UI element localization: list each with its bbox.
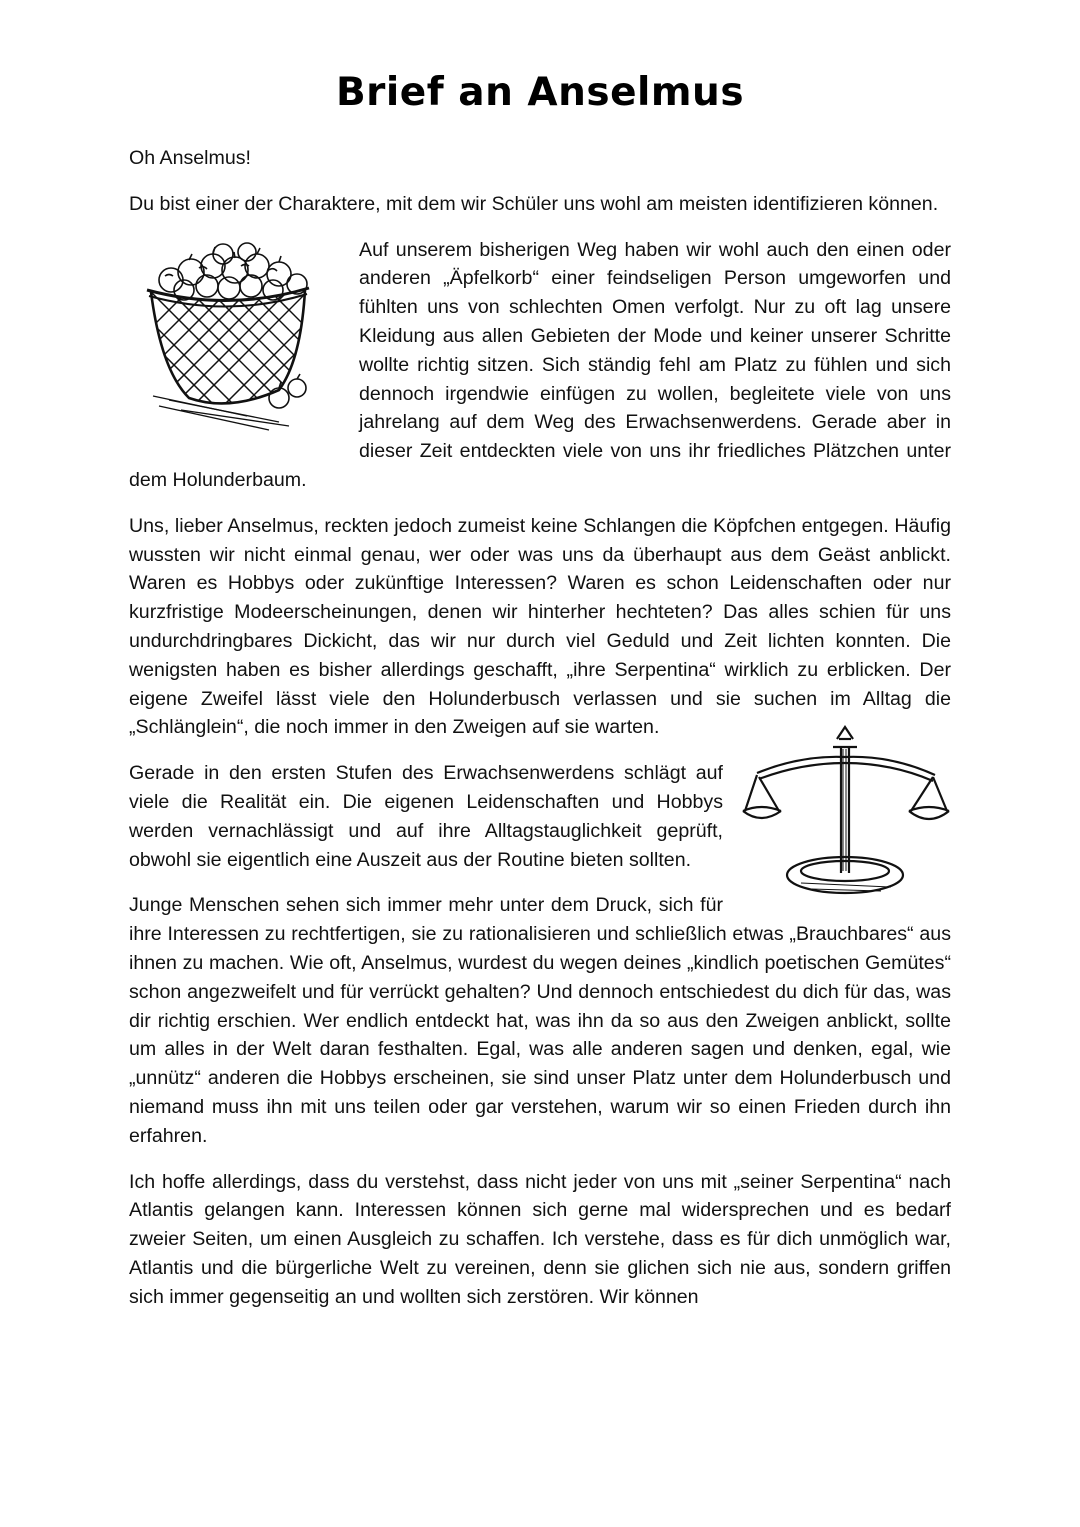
paragraph-6: Ich hoffe allerdings, dass du verstehst, dass nicht jeder von uns mit „seiner Serpentina“ nach Atlantis gelangen kann. Interessen können sich gerne mal widersprechen und es bedarf zweier Seiten, um einen Ausgleich zu schaffen. Ich verstehe, dass es für dich unmöglich war, Atlantis und die bürgerliche Welt zu vereinen, denn sie glichen sich nie aus, sondern griffen sich immer gegenseitig an und wollten sich zerstören. Wir können	[129, 1170, 951, 1308]
letter-body	[129, 144, 951, 1328]
paragraph-4: Gerade in den ersten Stufen des Erwachsenwerdens schlägt auf viele die Realität ein. Die eigenen Leidenschaften und Hobbys werden vernachlässigt und auf ihre Alltagstauglichkeit geprüft, obwohl sie eigentlich eine Auszeit aus der Routine bieten sollten.	[129, 762, 723, 871]
paragraph-5: Junge Menschen sehen sich immer mehr unter dem Druck, sich für ihre Interessen zu rechtfertigen, sie zu rationalisieren und schließlich etwas „Brauchbares“ aus ihnen zu machen. Wie oft, Anselmus, wurdest du wegen deines „kindlich poetischen Gemütes“ schon angezweifelt und für verrückt gehalten? Und dennoch entschiedest du dich für das, was dir richtig erschien. Wer endlich entdeckt hat, was ihn da so aus den Zweigen anblickt, sollte um alles in der Welt daran festhalten. Egal, was alle anderen sagen und denken, egal, wie „unnütz“ anderen die Hobbys erscheinen, sie sind unser Platz unter dem Holunderbusch und niemand muss ihn mit uns teilen oder gar verstehen, warum wir so einen Frieden durch ihn erfahren.	[129, 894, 951, 1147]
balance-scale-illustration	[741, 725, 951, 905]
paragraph-2: Auf unserem bisherigen Weg haben wir wohl auch den einen oder anderen „Äpfelkorb“ einer feindseligen Person umgeworfen und fühlten uns von schlechten Omen verfolgt. Nur zu oft lag unsere Kleidung aus allen Gebieten der Mode und keiner unserer Schritte wollte richtig sitzen. Sich ständig fehl am Platz zu fühlen und sich dennoch irgendwie einfügen zu wollen, begleitete viele von uns jahrelang auf dem Weg des Erwachsenwerdens. Gerade aber in dieser Zeit entdeckten viele von uns ihr friedliches Plätzchen unter dem Holunderbaum.	[129, 238, 951, 491]
balance-scale-icon	[741, 725, 951, 905]
apple-basket-icon	[129, 240, 345, 436]
paragraph-1: Du bist einer der Charaktere, mit dem wir Schüler uns wohl am meisten identifizieren können.	[129, 192, 939, 215]
salutation: Oh Anselmus!	[129, 147, 251, 169]
apple-basket-illustration	[129, 240, 345, 436]
paragraph-3: Uns, lieber Anselmus, reckten jedoch zumeist keine Schlangen die Köpfchen entgegen. Häufig wussten wir nicht einmal genau, wer oder was uns da überhaupt aus dem Geäst anblickt. Waren es Hobbys oder zukünftige Interessen? Waren es schon Leidenschaften oder nur kurzfristige Modeerscheinungen, denen wir hinterher hechteten? Das alles schien für uns undurchdringbares Dickicht, das wir nur durch viel Geduld und Zeit lichten konnten. Die wenigsten haben es bisher allerdings geschafft, „ihre Serpentina“ wirklich zu erblicken. Der eigene Zweifel lässt viele den Holunderbusch verlassen und sie suchen im Alltag die „Schlänglein“, die noch immer in den Zweigen auf sie warten.	[129, 514, 951, 739]
page-title: Brief an Anselmus	[335, 70, 745, 115]
